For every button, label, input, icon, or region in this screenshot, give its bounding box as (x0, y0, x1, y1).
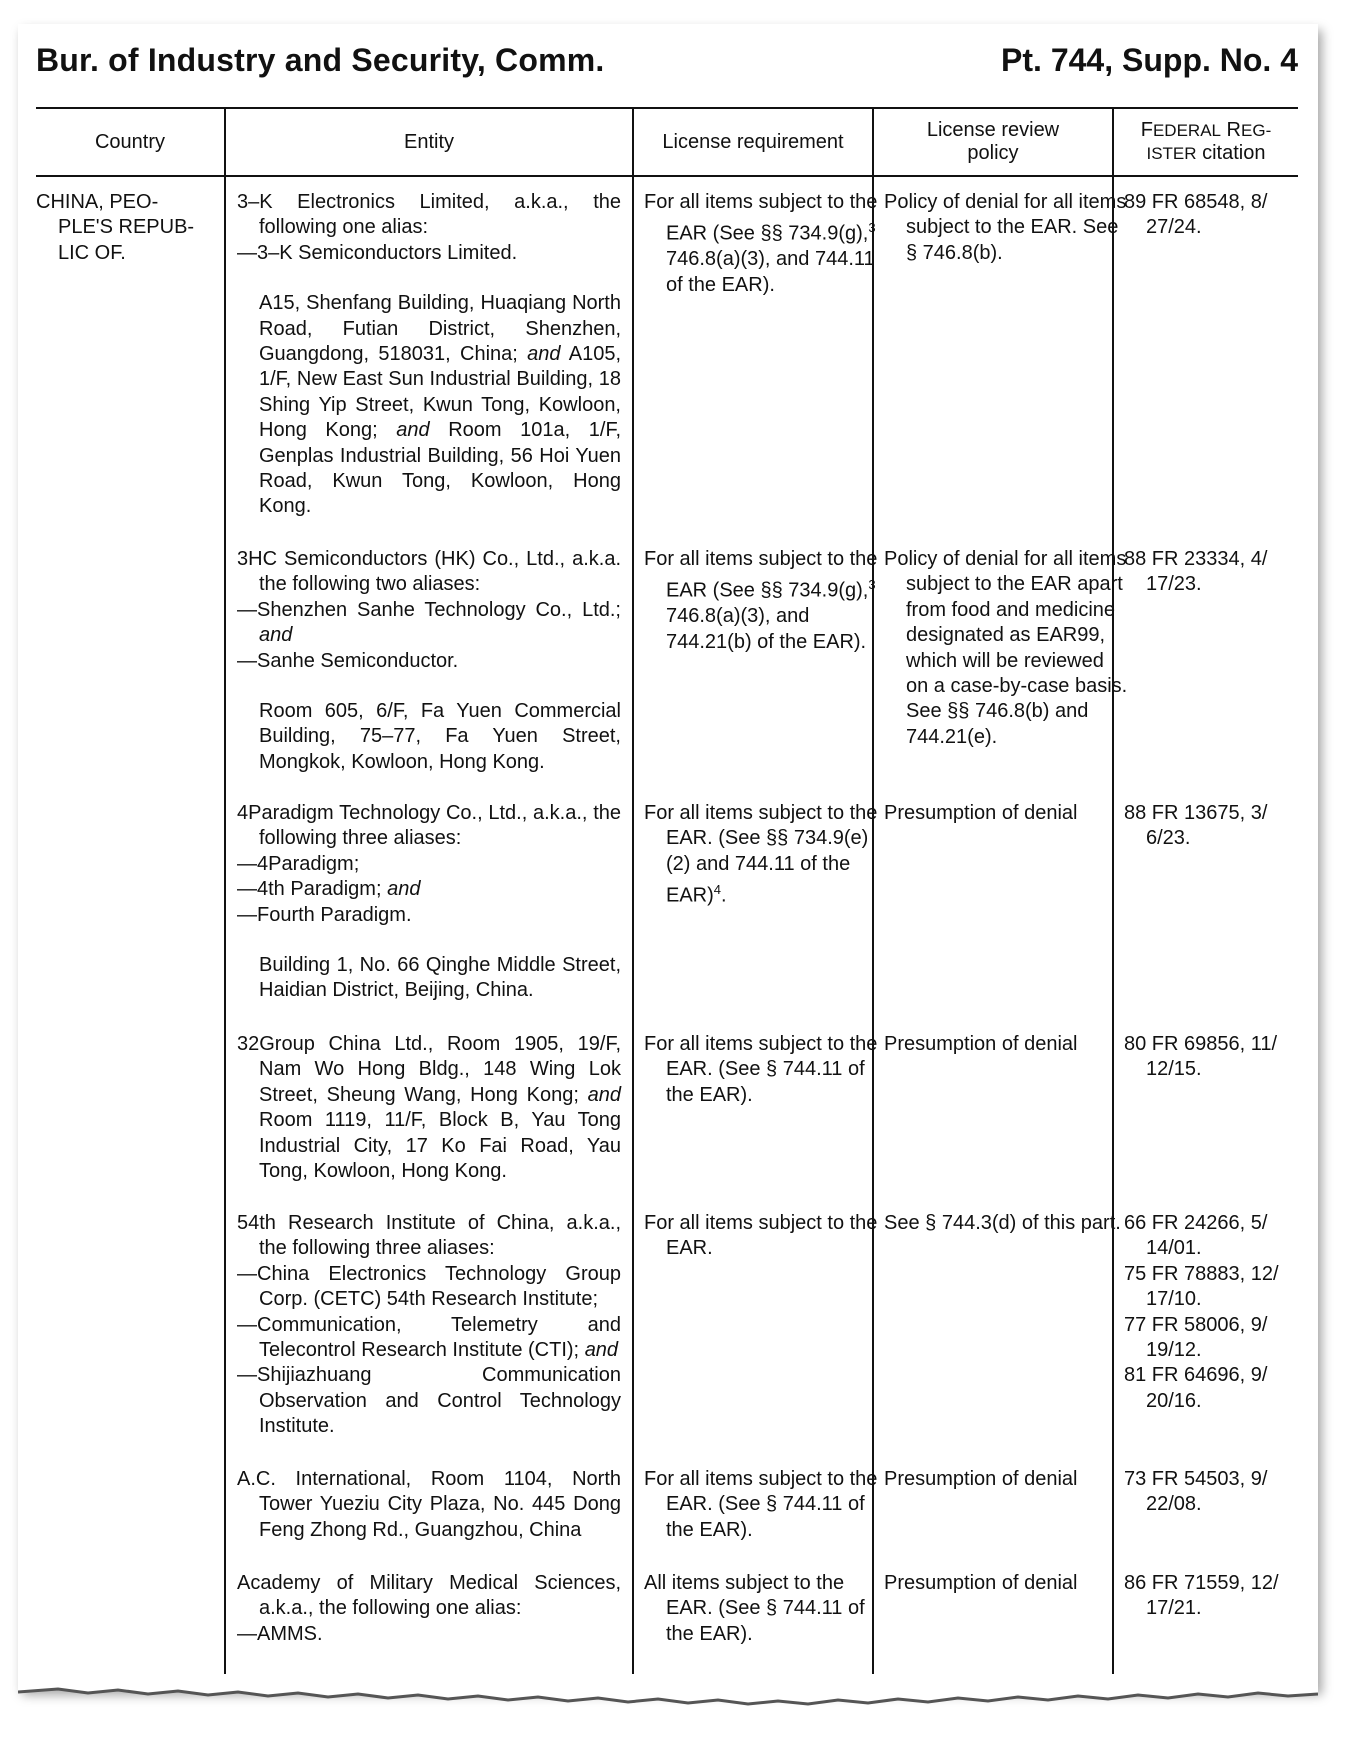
entity-name: 3–K Electronics Limited, a.k.a., the following one alias: (237, 191, 621, 239)
entity-alias: —Sanhe Semiconductor. (237, 649, 459, 672)
license-review-cell: Presumption of denial (884, 1572, 1078, 1594)
column-header-entity: Entity (403, 130, 455, 153)
license-review-cell: Presumption of denial (884, 1468, 1078, 1490)
license-requirement-cell: All items subject to the EAR. (See § 744.11 of the EAR). (644, 1572, 865, 1645)
fr-citation-cell: 73 FR 54503, 9/ 22/08. (1124, 1468, 1268, 1516)
column-divider (224, 109, 226, 1674)
license-review-cell: See § 744.3(d) of this part. (884, 1212, 1121, 1234)
torn-edge (18, 1660, 1318, 1720)
entity-cell (237, 547, 621, 775)
header-agency-title: Bur. of Industry and Security, Comm. (36, 42, 605, 78)
entity-alias: —AMMS. (237, 1622, 323, 1645)
license-review-cell: Presumption of denial (884, 802, 1078, 824)
country-name-line: LIC OF. (58, 241, 126, 264)
column-header-country: Country (94, 130, 166, 153)
column-divider (1112, 109, 1114, 1674)
entity-name: 54th Research Institute of China, a.k.a., the following three aliases: (237, 1212, 621, 1260)
fr-citation: 77 FR 58006, 9/ 19/12. (1124, 1313, 1268, 1362)
fr-citation: 75 FR 78883, 12/ 17/10. (1124, 1262, 1279, 1311)
license-review-cell: Policy of denial for all items subject to the EAR. See § 746.8(b). (884, 191, 1127, 264)
fr-citation: 81 FR 64696, 9/ 20/16. (1124, 1364, 1268, 1412)
fr-citation-cell: 80 FR 69856, 11/ 12/15. (1124, 1033, 1278, 1081)
license-requirement-cell: For all items subject to the EAR. (644, 1212, 878, 1260)
fr-citation-cell: 88 FR 23334, 4/ 17/23. (1124, 548, 1268, 596)
fr-citation-cell: 89 FR 68548, 8/ 27/24. (1124, 191, 1268, 239)
entity-address: Building 1, No. 66 Qinghe Middle Street, Haidian District, Beijing, China. (259, 954, 621, 1002)
column-divider (632, 109, 634, 1674)
entity-cell (237, 190, 621, 520)
entity-alias: —3–K Semiconductors Limited. (237, 241, 518, 264)
column-header-federal-register-citation: FEDERAL REG- ISTER citation (1140, 119, 1272, 164)
column-header-license-review-policy: License review policy (926, 119, 1060, 164)
entity-cell (237, 801, 621, 1004)
fr-citation-cell: 88 FR 13675, 3/ 6/23. (1124, 802, 1268, 850)
column-header-license-requirement: License requirement (662, 130, 844, 153)
entity-cell (237, 1467, 621, 1543)
fr-citation-cell (1124, 1211, 1292, 1414)
entity-alias: —Fourth Paradigm. (237, 903, 412, 926)
page-header (36, 42, 1298, 92)
entity-address: Room 605, 6/F, Fa Yuen Commercial Building, 75–77, Fa Yuen Street, Mongkok, Kowloon, Hong Kong. (259, 700, 621, 773)
fr-citation-cell: 86 FR 71559, 12/ 17/21. (1124, 1572, 1279, 1620)
license-requirement-cell: For all items subject to the EAR. (See §§ 734.9(e)(2) and 744.11 of the EAR)$^4$. (644, 802, 878, 907)
license-requirement-cell: For all items subject to the EAR. (See § 744.11 of the EAR). (644, 1468, 878, 1541)
fr-citation: 66 FR 24266, 5/ 14/01. (1124, 1212, 1268, 1260)
entity-alias: —China Electronics Technology Group Corp. (CETC) 54th Research Institute; (237, 1262, 621, 1311)
entity-cell (237, 1211, 621, 1440)
entity-name: 3HC Semiconductors (HK) Co., Ltd., a.k.a. the following two aliases: (237, 548, 621, 596)
entity-alias: —Shenzhen Sanhe Technology Co., Ltd.; and (237, 598, 621, 647)
license-requirement-cell: For all items subject to the EAR (See §§ 734.9(g),$^3$ 746.8(a)(3), and 744.11 of the EAR). (644, 191, 878, 296)
country-name-line: PLE'S REPUB- (58, 216, 195, 239)
entity-cell (237, 1032, 621, 1184)
entity-alias: —Communication, Telemetry and Telecontrol Research Institute (CTI); and (237, 1313, 621, 1362)
entity-name: 4Paradigm Technology Co., Ltd., a.k.a., the following three aliases: (237, 802, 621, 850)
license-review-cell: Policy of denial for all items subject to the EAR apart from food and medicine designated as EAR99, which will be reviewed on a case-by-case basis. See §§ 746.8(b) and 744.21(e). (884, 548, 1128, 748)
entity-alias: —4Paradigm; (237, 852, 360, 875)
entity-alias: —4th Paradigm; and (237, 878, 421, 901)
country-cell (36, 190, 216, 266)
entity-name: Academy of Military Medical Sciences, a.k.a., the following one alias: (237, 1572, 621, 1620)
entity-alias: —Shijiazhuang Communication Observation and Control Technology Institute. (237, 1364, 621, 1438)
country-name-line: CHINA, PEO- (36, 191, 159, 213)
entity-cell (237, 1571, 621, 1647)
entity-name-address: 32Group China Ltd., Room 1905, 19/F, Nam Wo Hong Bldg., 148 Wing Lok Street, Sheung Wang, Hong Kong; and Room 1119, 11/F, Block B, Yau Tong Industrial City, 17 Ko Fai Road, Yau Tong, Kowloon, Hong Kong. (237, 1033, 621, 1183)
license-requirement-cell: For all items subject to the EAR (See §§ 734.9(g),$^3$ 746.8(a)(3), and 744.21(b) of the EAR). (644, 548, 878, 653)
entity-address: A15, Shenfang Building, Huaqiang North Road, Futian District, Shenzhen, Guangdong, 518031, China; and A105, 1/F, New East Sun Industrial Building, 18 Shing Yip Street, Kwun Tong, Kowloon, Hong Kong; and Room 101a, 1/F, Genplas Industrial Building, 56 Hoi Yuen Road, Kwun Tong, Kowloon, Hong Kong. (259, 292, 622, 518)
license-review-cell: Presumption of denial (884, 1033, 1078, 1055)
license-requirement-cell: For all items subject to the EAR. (See § 744.11 of the EAR). (644, 1033, 878, 1106)
header-part-reference: Pt. 744, Supp. No. 4 (1001, 42, 1298, 78)
entity-name-address: A.C. International, Room 1104, North Tower Yueziu City Plaza, No. 445 Dong Feng Zhong Rd., Guangzhou, China (237, 1468, 621, 1541)
